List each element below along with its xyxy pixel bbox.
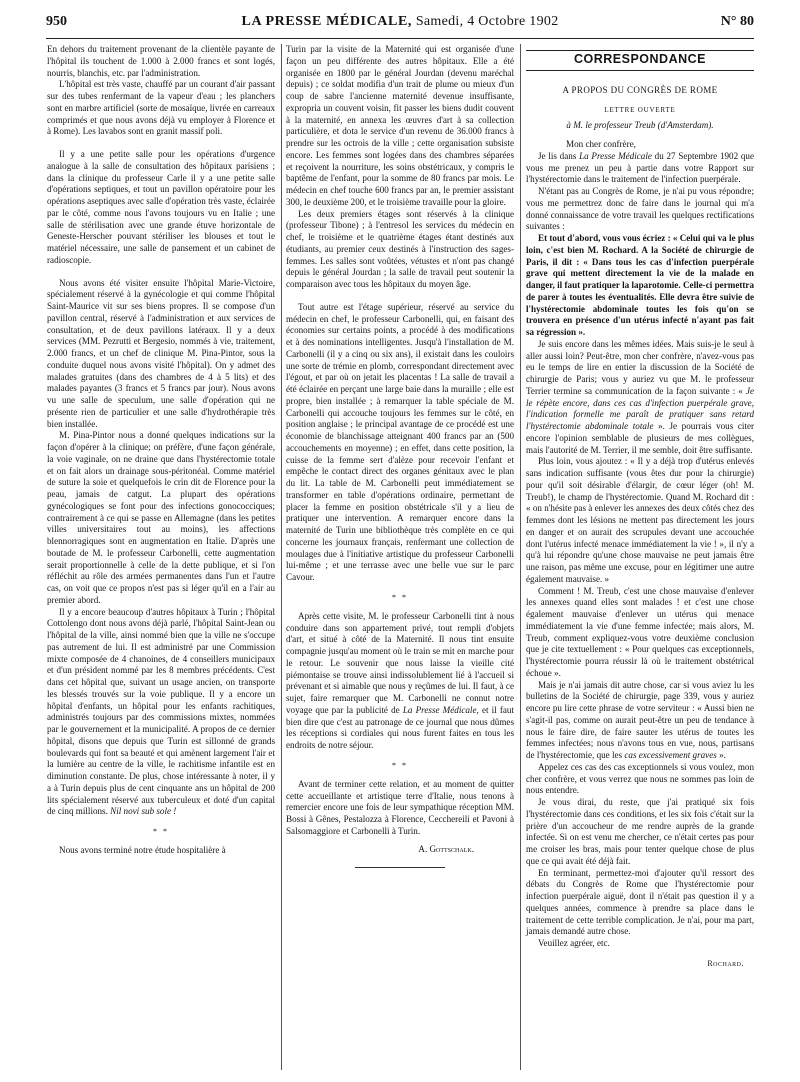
- header-rule: [46, 38, 754, 39]
- paragraph: En terminant, permettez-moi d'ajouter qu'il ressort des débats du Congrès de Rome que l'hystérectomie pour infection puerpérale aiguë, dont il n'était pas question il y a quelques années, commence à prendre sa place dans le traitement de cette terrible complication. Je n'ai, pour ma part, jamais demandé autre chose.: [526, 867, 754, 937]
- column-divider: [520, 44, 521, 1070]
- italic-journal-name: La Presse Médicale,: [402, 704, 479, 715]
- italic-phrase: cas excessivement graves: [624, 750, 717, 760]
- italic-phrase: Nil novi sub sole !: [110, 806, 177, 817]
- italic-journal-name: La Presse Médicale: [579, 150, 652, 161]
- page-number: 950: [46, 14, 67, 29]
- paragraph: Tout autre est l'étage supérieur, réservé au service du médecin en chef, le professeur Carbonelli, qui, en faisant des économies sur certains points, a procédé à des modifications et à des nominations intelligentes. Jusqu'à l'installation de M. Carbonelli (il y a cinq ou six ans), il existait dans les couloirs une sorte de trémie en plomb, correspondant directement avec l'égout, et par où on jetait les placentas ! La salle de travail a été éclairée en perçant une large baie dans la muraille ; elle est propre, bien installée ; à remarquer la table spéciale de M. Carbonelli qui accouche toujours les femmes sur le côté, en position anglaise ; le principal avantage de ce procédé est une économie de blanchissage atteignant 400 francs par an (500 accouchements en moyenne) ; en effet, dans cette position, la cuisse de la femme sert d'alèze pour recevoir l'enfant et empêche le contact direct des organes génitaux avec le plan du lit. La table de M. Carbonelli peut immédiatement se transformer en table d'opérations ordinaire, permettant de placer la femme en position obstétricale s'il y a lieu de pratiquer une intervention. A remarquer encore dans la maternité de Turin une bibliothèque très complète en ce qui concerne les journaux français, renfermant une collection de moulages due à l'initiative artistique du professeur Carbonelli lui-même ; et une terrasse avec une belle vue sur le parc Cavour.: [286, 301, 514, 582]
- paragraph-text: Je suis encore dans les mêmes idées. Mais suis-je le seul à aller aussi loin? Peut-être, mon cher confrère, n'avez-vous pas eu le temps de lire en entier la discussion de la Société de chirurgie de Paris; vous y auriez vu que M. le professeur Terrier termine sa communication de la façon suivante : «: [526, 338, 754, 396]
- paragraph: Plus loin, vous ajoutez : « Il y a déjà trop d'utérus enlevés sans indication suffisante (vous êtes dur pour la chirurgie) pour qu'il soit désirable d'élargir, de cœur léger (oh! M. Treub!), le champ de l'hystérectomie. Quand M. Rochard dit : « on n'hésite pas à enlever les annexes des deux côtés chez des femmes dont les lésions ne mettent pas directement les jours en danger et on aurait des scrupules devant une accouchée dont l'utérus infecté menace immédiatement la vie ! », il n'y a qu'à lui répondre qu'une chose mauvaise ne peut jamais être une raison, pas même une excuse, pour en légitimer une autre également mauvaise. »: [526, 456, 754, 584]
- paragraph: Et tout d'abord, vous vous écriez : « Celui qui va le plus loin, c'est bien M. Rochard. A la Société de chirurgie de Paris, il dit : « Dans tous les cas d'infection puerpérale grave qui mettent directement la vie de la malade en danger, il faut pratiquer la laparotomie. Celle-ci permettra de parer à toutes les éventualités. Elle devra être suivie de l'hystérectomie abdominale toutes les fois qu'on se trouvera en présence d'un utérus infecté n'ayant pas fait sa régression ».: [526, 233, 754, 337]
- author-signature: Rochard.: [707, 958, 744, 968]
- paragraph: Je vous dirai, du reste, que j'ai pratiqué six fois l'hystérectomie dans ces conditions, et les six fois c'était sur la prière d'un accoucheur de me rendre auprès de la grande infectée. Si on est venu me chercher, ce n'était certes pas pour me croiser les bras, mais pour tenter quelque chose de plus que ce qui avait été déjà fait.: [526, 797, 754, 866]
- paragraph-text: Je lis dans: [538, 150, 577, 161]
- issue-number: N° 80: [720, 14, 754, 29]
- closing-line: Veuillez agréer, etc.: [538, 938, 610, 948]
- letter-label: LETTRE OUVERTE: [604, 105, 676, 114]
- column-divider: [281, 44, 282, 1070]
- column-2: [286, 44, 514, 868]
- paragraph: Il y a une petite salle pour les opérations d'urgence analogue à la salle de consultation des hôpitaux parisiens ; dans la clinique du professeur Carle il y a une petite salle d'opérations septiques, et tout un pavillon opératoire pour les opérations aseptiques avec salle d'opération très vaste, éclairée par le côté, comme nous l'avons toujours vu en Italie ; une salle de stérilisation avec une grande étuve horizontale de Geneste-Herscher pouvant stériliser les blouses et tout le matériel nécessaire, une salle de pansement et un cabinet de radioscopie.: [47, 149, 275, 265]
- paragraph: N'étant pas au Congrès de Rome, je n'ai pu vous répondre; vous me permettrez donc de faire dans le journal qui m'a donné connaissance de votre travail les quelques rectifications suivantes :: [526, 186, 754, 232]
- paragraph: [47, 607, 275, 819]
- salutation: Mon cher confrère,: [566, 139, 636, 149]
- paragraph: L'hôpital est très vaste, chauffé par un courant d'air passant sur des tubes renfermant de la vapeur d'eau ; les planchers sont en marbre artificiel (sorte de mosaïque, livrée en carreaux comprimés et que nous avons déjà vu employer à Florence et à Rome). Les lavabos sont en granit massif poli.: [47, 79, 275, 137]
- paragraph: M. Pina-Pintor nous a donné quelques indications sur la façon d'opérer à la clinique; on préfère, d'une façon générale, la voie vaginale, on ne draine que dans l'hystérectomie totale et on fait alors un drainage sous-péritonéal. Comme matériel de suture la soie et quelquefois le crin dit de Florence pour la peau, jamais de catgut. La plupart des opérations gynécologiques se font pour des infections gonococciques; contrairement à ce qui se passe en Allemagne (dans les petites villes universitaires tout au moins), les affections blennorragiques sont en augmentation en Italie. D'après une boutade de M. le professeur Carbonelli, cette augmentation serait proportionnelle à celle de la dette publique, et si l'on réfléchit au rôle des armées permanentes dans l'un et l'autre cas, on voit que ce propos n'est pas si léger qu'il en a l'air au premier abord.: [47, 430, 275, 605]
- issue-date: Samedi, 4 Octobre 1902: [415, 14, 559, 29]
- paragraph: [526, 151, 754, 186]
- page-header: [46, 14, 754, 38]
- author-signature: A. Gottschalk.: [418, 843, 474, 854]
- paragraph: Nous avons terminé notre étude hospitalière à: [59, 845, 226, 855]
- paragraph: Les deux premiers étages sont réservés à la clinique (professeur Tibone) ; à l'entresol les services du médecin en chef, le troisième et le quatrième étages étant destinés aux étudiants, au premier ceux destinés à l'instruction des sages-femmes. Les salles sont voûtées, vétustes et n'ont pas changé depuis le général Jourdan ; la salle de travail peut soutenir la comparaison avec tous les hôpitaux du moyen âge.: [286, 208, 514, 289]
- paragraph: En dehors du traitement provenant de la clientèle payante de l'hôpital ils touchent de 1.000 à 2.000 francs et sont logés, nourris, blanchis, etc. par l'administration.: [47, 44, 275, 78]
- paragraph: Turin par la visite de la Maternité qui est organisée d'une façon un peu différente des autres hôpitaux. Elle a été organisée en 1800 par le général Jourdan (devenu maréchal depuis) ; ce soldat modifia d'un trait de plume ou mieux d'un coup de sabre l'ancienne maternité devenue insuffisante, expropria un couvent voisin, fit passer les biens dudit couvent à la maternité, en annexa les œuvres d'art à sa collection particulière, et dota le service d'un revenu de 36.000 francs à prendre sur les octrois de la ville ; cette organisation subsiste encore. Les femmes sont logées dans des chambres séparées et reçoivent la nourriture, les soins obstétricaux, y compris le baptême de l'enfant, pour la somme de 80 francs par mois. Le médecin en chef touche 600 francs par an, le premier assistant 300, le deuxième 200, et le troisième travaille pour la gloire.: [286, 44, 514, 207]
- section-stars: * *: [392, 760, 408, 770]
- article-subtitle: A PROPOS DU CONGRÈS DE ROME: [562, 84, 718, 95]
- paragraph: Avant de terminer cette relation, et au moment de quitter cette accueillante et artistique terre d'Italie, nous tenons à remercier encore une fois de leur sympathique réception MM. Bossi à Gênes, Pestalozza à Florence, Cecchereili et Pavoni à Salsomaggiore et Carbonelli à Turin.: [286, 778, 514, 836]
- column-3: [526, 44, 754, 970]
- paragraph: Comment ! M. Treub, c'est une chose mauvaise d'enlever les annexes quand elles sont malades ! et c'est une chose également mauvaise d'enlever un utérus qui menace immédiatement la vie d'une femme infectée; mais alors, M. Treub, comment expliquez-vous votre deuxième conclusion que je cite textuellement : « Pour quelques cas exceptionnels, l'hystérectomie pourra réussir là où le traitement obstétrical échoue ».: [526, 585, 754, 678]
- paragraph-text: du 27 Septembre 1902 que vous me prenez un peu à partie dans votre Rapport sur l'hystérectomie dans le traitement de l'infection puerpérale.: [526, 150, 755, 185]
- paragraph-text: ».: [719, 750, 726, 760]
- letter-recipient: à M. le professeur Treub (d'Amsterdam).: [566, 120, 714, 131]
- journal-name: LA PRESSE MÉDICALE,: [241, 14, 412, 29]
- paragraph: Nous avons été visiter ensuite l'hôpital Marie-Victoire, spécialement réservé à la gynécologie et qui comme l'hôpital Saint-Maurice vit sur ses biens propres. Il se compose d'un pavillon central, réservé à l'administration et aux services de consultation, et de deux pavillons latéraux. Il y a deux services (MM. Pezrutti et Bergesio, nommés à vie, traitement, 2.000 francs, et un chef de clinique M. Pina-Pintor, sous la conduite duquel nous avons visité l'hôpital). On y admet des malades gratuites (dans des chambres de 4 à 5 lits) et des malades payantes (3 francs et 5 francs par jour). Nous avons vu une salle de speculum, une salle d'opération qui ne présente rien de particulier et une salle d'hydrothérapie très bien installée.: [47, 277, 275, 429]
- journal-title-line: [242, 14, 559, 30]
- section-stars: * *: [153, 827, 169, 836]
- paragraph: [526, 680, 754, 762]
- paragraph-text: et il faut bien dire que c'est au patronage de ce journal que nous dûmes les réceptions si cordiales qui nous furent faites en tous les endroits de notre séjour.: [286, 704, 514, 750]
- italic-quote: Je le répète encore, dans ces cas d'infection puerpérale grave, l'indication formelle me paraît de pratiquer sans retard l'hystérectomie abdominale totale: [526, 385, 755, 431]
- paragraph-text: Mais je n'ai jamais dit autre chose, car si vous aviez lu les bulletins de la Société de chirurgie, page 339, vous y auriez encore pu lire cette phrase de votre serviteur : « Aussi bien ne s'agit-il pas, comme on aurait peut-être un peu de tendance à nous le faire dire, de faire sauter les utérus de toutes les femmes infectées; nous n'avons tous en vue, nous, partisans de l'hystérectomie, que les: [526, 679, 754, 760]
- section-title-box: [526, 50, 754, 71]
- paragraph-text: ». Je pourrais vous citer encore l'opinion semblable de plusieurs de mes collègues, mais l'autorité de M. Terrier, il me semble, doit être suffisante.: [526, 421, 755, 455]
- end-rule: [355, 867, 445, 868]
- section-title: CORRESPONDANCE: [573, 52, 706, 66]
- paragraph: Appelez ces cas des cas exceptionnels si vous voulez, mon cher confrère, et vous verrez que nous ne sommes pas loin de nous entendre.: [526, 761, 754, 796]
- paragraph-text: Il y a encore beaucoup d'autres hôpitaux à Turin ; l'hôpital Cottolengo dont nous avons déjà parlé, l'hôpital Saint-Jean ou l'hôpital de la ville, ainsi nommé bien que la ville ne s'occupe pas autrement de lui. Il est administré par une Commission mixte composée de 4 chanoines, de 4 conseillers municipaux et d'un président nommé par les 8 membres précédents. C'est dans cet hôpital que, suivant un usage ancien, on transporte les blessés trouvés sur la voie publique. Il y a encore un hôpital d'enfants, un hôpital pour les enfants rachitiques, administrés toujours par des commissions mixtes, nommées par le gouvernement et la municipalité. A propos de ce dernier hôpital, disons que depuis que Turin est sillonné de grands boulevards qui font sa beauté et qui amènent largement l'air et la lumière au centre de la ville, le rachitisme infantile est en diminution constante. De plus, chose intéressante à noter, il y a à Turin depuis plus de cent cinquante ans un hôpital de 200 lits spécialement réservé aux tuberculeux et doté d'un capital de cinq millions.: [47, 606, 275, 817]
- paragraph: [286, 611, 514, 752]
- paragraph-text: Après cette visite, M. le professeur Carbonelli tint à nous conduire dans son appartement privé, tout rempli d'objets d'art, et situé à côté de la Maternité. Il nous tint ensuite compagnie jusqu'au moment où le train se mit en marche pour le retour. Le souvenir que nous laisse la vieille cité piémontaise se trouve ainsi indissolublement lié à l'accueil si prévenant et si aimable que nous y reçûmes de lui. Il faut, à ce sujet, faire remarquer que M. Carbonelli ne connut notre voyage que par la publicité de: [286, 610, 514, 715]
- section-stars: * *: [392, 592, 408, 602]
- paragraph: [526, 339, 754, 457]
- column-1: [47, 44, 275, 857]
